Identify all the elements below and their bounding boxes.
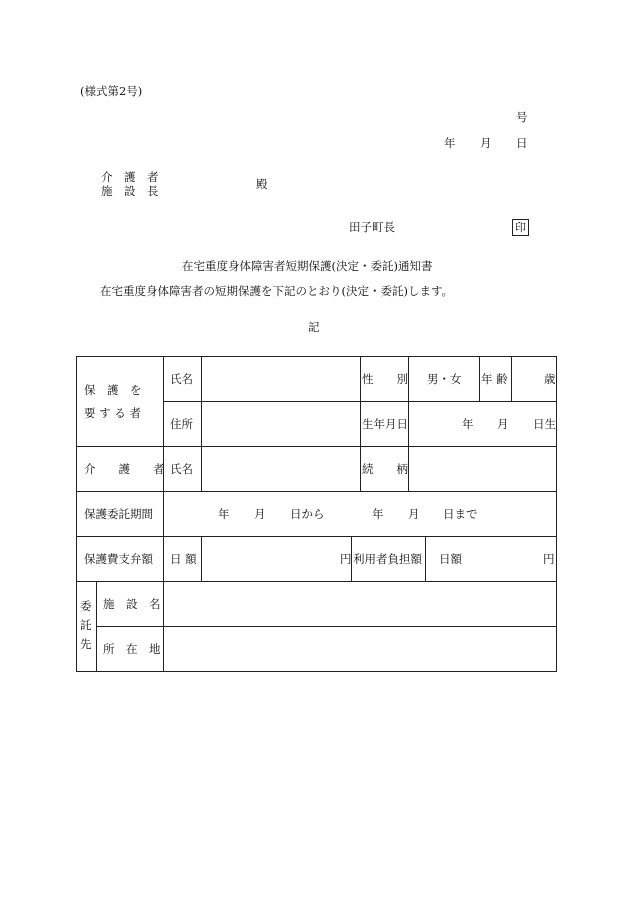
period-day-to: 日まで bbox=[443, 507, 478, 521]
intro-text: 在宅重度身体障害者の短期保護を下記のとおり(決定・委託)します。 bbox=[100, 284, 454, 298]
yen-unit: 円 bbox=[543, 552, 555, 566]
period-year-to: 年 bbox=[372, 507, 384, 521]
entrust-label-3: 先 bbox=[80, 637, 92, 651]
period-month-from: 月 bbox=[254, 507, 266, 521]
birth-month: 月 bbox=[497, 417, 509, 431]
row-line bbox=[76, 536, 557, 537]
address-label: 住所 bbox=[170, 417, 193, 431]
form-table bbox=[76, 356, 557, 672]
table-border-bottom bbox=[76, 671, 557, 672]
form-number: (様式第2号) bbox=[80, 84, 143, 98]
period-label: 保護委託期間 bbox=[84, 507, 153, 521]
row-line bbox=[76, 491, 557, 492]
birth-day: 日生 bbox=[533, 417, 556, 431]
period-day-from: 日から bbox=[290, 507, 325, 521]
col-line bbox=[425, 536, 426, 581]
daily-amount-label-2: 日額 bbox=[439, 552, 462, 566]
col-line bbox=[511, 356, 512, 401]
table-border-top bbox=[76, 356, 557, 357]
addressee-line-1: 介 護 者 bbox=[101, 170, 159, 184]
col-line bbox=[96, 581, 97, 672]
date-month: 月 bbox=[480, 136, 492, 150]
row-line bbox=[96, 626, 557, 627]
col-line bbox=[479, 356, 480, 401]
ki-heading: 記 bbox=[308, 320, 320, 334]
birth-year: 年 bbox=[462, 417, 474, 431]
entrust-label-2: 託 bbox=[80, 618, 92, 632]
facility-name-label: 施 設 名 bbox=[103, 597, 161, 611]
sex-value: 男・女 bbox=[427, 372, 462, 386]
protected-person-label-1: 保 護 を bbox=[84, 383, 142, 397]
col-line bbox=[201, 536, 202, 581]
date-day: 日 bbox=[516, 136, 528, 150]
col-line bbox=[408, 356, 409, 491]
protected-person-label-2: 要 す る 者 bbox=[84, 406, 141, 420]
yen-unit: 円 bbox=[340, 552, 352, 566]
user-burden-label: 利用者負担額 bbox=[353, 552, 422, 566]
sender-title: 田子町長 bbox=[349, 220, 395, 234]
period-month-to: 月 bbox=[408, 507, 420, 521]
seal-mark: 印 bbox=[512, 219, 529, 236]
age-unit: 歳 bbox=[544, 372, 556, 386]
fee-label: 保護費支弁額 bbox=[84, 552, 153, 566]
sex-label: 性 別 bbox=[362, 372, 408, 386]
location-label: 所 在 地 bbox=[103, 642, 161, 656]
relationship-label: 続 柄 bbox=[362, 462, 408, 476]
period-year-from: 年 bbox=[218, 507, 230, 521]
name-label: 氏名 bbox=[170, 372, 193, 386]
daily-amount-label: 日 額 bbox=[170, 552, 197, 566]
entrust-label-1: 委 bbox=[80, 599, 92, 613]
caregiver-label: 介 護 者 bbox=[84, 462, 165, 476]
table-border-right bbox=[556, 356, 557, 672]
document-title: 在宅重度身体障害者短期保護(決定・委託)通知書 bbox=[182, 259, 433, 273]
row-line bbox=[76, 581, 557, 582]
table-border-left bbox=[76, 356, 77, 672]
birthdate-label: 生年月日 bbox=[362, 417, 408, 431]
age-label: 年 齢 bbox=[481, 372, 508, 386]
date-year: 年 bbox=[444, 136, 456, 150]
row-line bbox=[76, 446, 557, 447]
col-line bbox=[163, 356, 164, 672]
col-line bbox=[360, 356, 361, 491]
addressee-line-2: 施 設 長 bbox=[101, 184, 159, 198]
addressee-honorific: 殿 bbox=[256, 177, 268, 191]
caregiver-name-label: 氏名 bbox=[170, 462, 193, 476]
number-label: 号 bbox=[516, 110, 528, 124]
col-line bbox=[201, 356, 202, 491]
